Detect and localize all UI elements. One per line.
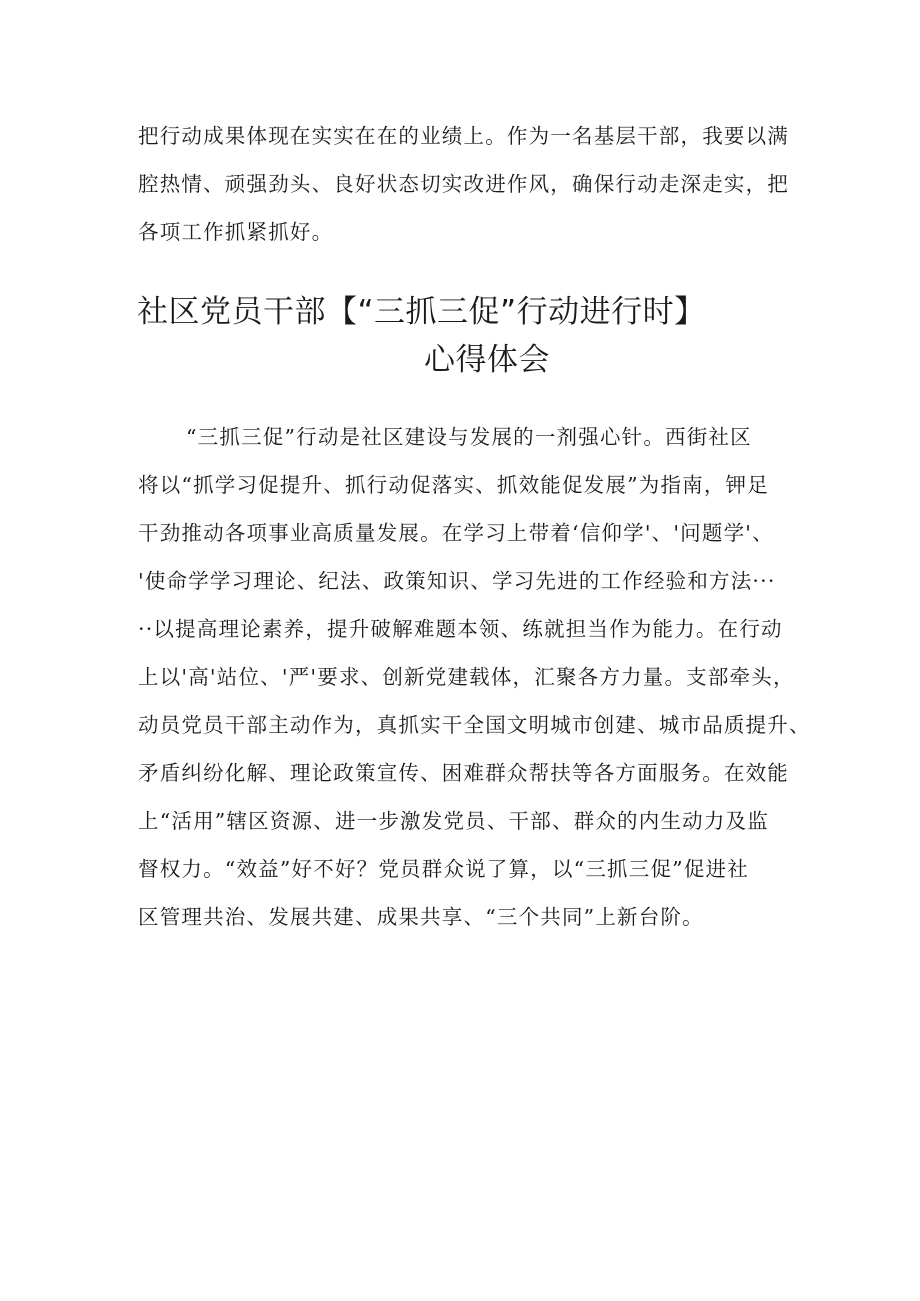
paragraph-line: '使命学学习理论、纪法、政策知识、学习先进的工作经验和方法··· — [138, 569, 776, 593]
paragraph-line: 将以“抓学习促提升、抓行动促落实、抓效能促发展”为指南，钾足 — [138, 473, 769, 497]
paragraph-line: 动员党员干部主动作为，真抓实干全国文明城市创建、城市品质提升、 — [138, 713, 811, 737]
paragraph-line: 腔热情、顽强劲头、良好状态切实改进作风，确保行动走深走实，把 — [138, 172, 789, 196]
paragraph-line: 上以'高'站位、'严'要求、创新党建载体，汇聚各方力量。支部牵头， — [138, 665, 795, 689]
paragraph-line: 干劲推动各项事业高质量发展。在学习上带着‘信仰学'、'问题学'、 — [138, 521, 774, 545]
paragraph-line: 上“活用”辖区资源、进一步激发党员、干部、群众的内生动力及监 — [138, 809, 769, 833]
paragraph-line: 各项工作抓紧抓好。 — [138, 220, 334, 244]
paragraph-line: “三抓三促”行动是社区建设与发展的一剂强心针。西街社区 — [186, 425, 752, 449]
heading-line-2: 心得体会 — [424, 342, 550, 378]
paragraph-line: 督权力。“效益”好不好？党员群众说了算，以“三抓三促”促进社 — [138, 857, 749, 881]
paragraph-line: 把行动成果体现在实实在在的业绩上。作为一名基层干部，我要以满 — [138, 124, 789, 148]
paragraph-line: 矛盾纠纷化解、理论政策宣传、困难群众帮扶等各方面服务。在效能 — [138, 761, 789, 785]
paragraph-line: ··以提高理论素养，提升破解难题本领、练就担当作为能力。在行动 — [138, 617, 783, 641]
paragraph-line: 区管理共治、发展共建、成果共享、“三个共同”上新台阶。 — [138, 905, 704, 929]
heading-line-1: 社区党员干部【“三抓三促”行动进行时】 — [137, 294, 706, 330]
